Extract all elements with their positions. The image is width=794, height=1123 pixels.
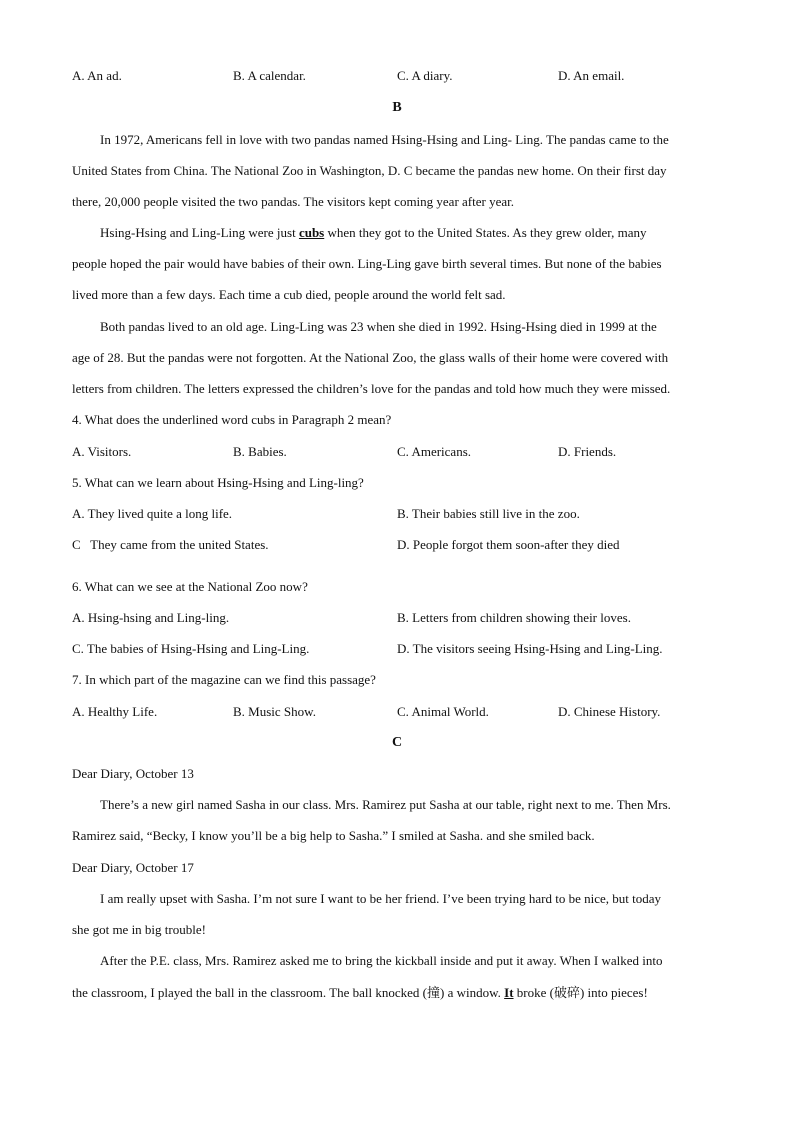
b-p3-line-2: age of 28. But the pandas were not forgotten. At the National Zoo, the glass walls of their home were covered with — [72, 350, 669, 365]
q5-option-c[interactable]: C They came from the united States. — [72, 537, 269, 552]
b-p2-text-before: Hsing-Hsing and Ling-Ling were just — [100, 225, 299, 240]
q7-option-b[interactable]: B. Music Show. — [233, 704, 316, 719]
q4-stem: 4. What does the underlined word cubs in Paragraph 2 mean? — [72, 412, 392, 427]
diary-date-oct-17: Dear Diary, October 17 — [72, 860, 194, 875]
b-p3-line-1: Both pandas lived to an old age. Ling-Ling was 23 when she died in 1992. Hsing-Hsing died in 1999 at the — [100, 319, 657, 334]
q6-stem: 6. What can we see at the National Zoo now? — [72, 579, 308, 594]
section-b-heading: B — [392, 100, 402, 115]
c-entry2-p1-line-2: she got me in big trouble! — [72, 922, 206, 937]
b-p1-line-3: there, 20,000 people visited the two pandas. The visitors kept coming year after year. — [72, 194, 514, 209]
b-p2-line-3: lived more than a few days. Each time a cub died, people around the world felt sad. — [72, 287, 506, 302]
b-p2-text-after: when they got to the United States. As they grew older, many — [324, 225, 647, 240]
c-entry2-text-after: broke (破碎) into pieces! — [513, 985, 648, 1000]
c-entry2-p1-line-1: I am really upset with Sasha. I’m not sure I want to be her friend. I’ve been trying hard to be nice, but today — [100, 891, 661, 906]
q6-option-b[interactable]: B. Letters from children showing their loves. — [397, 610, 631, 625]
q3-option-d[interactable]: D. An email. — [558, 68, 625, 83]
q6-option-c[interactable]: C. The babies of Hsing-Hsing and Ling-Ling. — [72, 641, 310, 656]
q3-option-a[interactable]: A. An ad. — [72, 68, 122, 83]
q5-option-d[interactable]: D. People forgot them soon-after they died — [397, 537, 620, 552]
underlined-word-cubs: cubs — [298, 225, 325, 240]
q5-stem: 5. What can we learn about Hsing-Hsing and Ling-ling? — [72, 475, 364, 490]
q3-option-b[interactable]: B. A calendar. — [233, 68, 306, 83]
q4-option-c[interactable]: C. Americans. — [397, 444, 472, 459]
q6-option-a[interactable]: A. Hsing-hsing and Ling-ling. — [72, 610, 230, 625]
section-c-heading: C — [391, 735, 403, 750]
diary-date-oct-13: Dear Diary, October 13 — [72, 766, 194, 781]
q4-option-d[interactable]: D. Friends. — [558, 444, 617, 459]
q3-option-c[interactable]: C. A diary. — [397, 68, 453, 83]
b-p3-line-3: letters from children. The letters expressed the children’s love for the pandas and told how much they were missed. — [72, 381, 671, 396]
q4-option-a[interactable]: A. Visitors. — [72, 444, 132, 459]
b-p2-line-1 — [100, 225, 722, 241]
b-p1-line-1: In 1972, Americans fell in love with two pandas named Hsing-Hsing and Ling- Ling. The pandas came to the — [100, 132, 669, 147]
q7-option-d[interactable]: D. Chinese History. — [558, 704, 661, 719]
q6-option-d[interactable]: D. The visitors seeing Hsing-Hsing and Ling-Ling. — [397, 641, 663, 656]
q7-option-c[interactable]: C. Animal World. — [397, 704, 489, 719]
q4-option-b[interactable]: B. Babies. — [233, 444, 287, 459]
c-entry1-line-2: Ramirez said, “Becky, I know you’ll be a big help to Sasha.” I smiled at Sasha. and she smiled back. — [72, 828, 595, 843]
c-entry2-text-before: the classroom, I played the ball in the classroom. The ball knocked (撞) a window. — [72, 985, 505, 1000]
q5-option-a[interactable]: A. They lived quite a long life. — [72, 506, 233, 521]
q7-option-a[interactable]: A. Healthy Life. — [72, 704, 158, 719]
q7-stem: 7. In which part of the magazine can we find this passage? — [72, 672, 376, 687]
c-entry2-p2-line-1: After the P.E. class, Mrs. Ramirez asked me to bring the kickball inside and put it away. When I walked into — [100, 953, 663, 968]
b-p1-line-2: United States from China. The National Zoo in Washington, D. C became the pandas new home. On their first day — [72, 163, 667, 178]
underlined-word-it: It — [504, 985, 514, 1000]
c-entry2-p2-line-2 — [72, 985, 722, 1001]
b-p2-line-2: people hoped the pair would have babies of their own. Ling-Ling gave birth several times. But none of the babies — [72, 256, 662, 271]
c-entry1-line-1: There’s a new girl named Sasha in our class. Mrs. Ramirez put Sasha at our table, right next to me. Then Mrs. — [100, 797, 671, 812]
q5-option-b[interactable]: B. Their babies still live in the zoo. — [397, 506, 580, 521]
